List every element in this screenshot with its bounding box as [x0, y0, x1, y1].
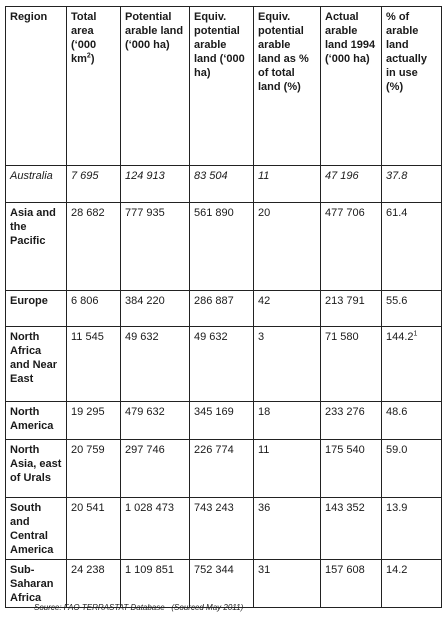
- cell-total-area: 11 545: [67, 327, 121, 402]
- cell-total-area: 24 238: [67, 560, 121, 608]
- table-row: [6, 440, 442, 498]
- cell-in-use: 48.6: [382, 402, 442, 440]
- cell-actual: 175 540: [321, 440, 382, 498]
- cell-in-use: 61.4: [382, 203, 442, 291]
- cell-potential: 777 935: [121, 203, 190, 291]
- cell-total-area: 19 295: [67, 402, 121, 440]
- cell-equiv-pct: 11: [254, 166, 321, 203]
- cell-in-use: 13.9: [382, 498, 442, 560]
- cell-actual: 233 276: [321, 402, 382, 440]
- cell-equiv: 345 169: [190, 402, 254, 440]
- cell-potential: 1 109 851: [121, 560, 190, 608]
- header-actual-1994: Actual arable land 1994 (‘000 ha): [321, 7, 382, 166]
- footnote-marker: 1: [413, 330, 418, 338]
- cell-actual: 47 196: [321, 166, 382, 203]
- cell-actual: 143 352: [321, 498, 382, 560]
- cell-region: North Africa and Near East: [6, 327, 67, 402]
- cell-total-area: 20 759: [67, 440, 121, 498]
- table-row: [6, 166, 442, 203]
- header-potential-arable: Potential arable land (‘000 ha): [121, 7, 190, 166]
- cell-region: North Asia, east of Urals: [6, 440, 67, 498]
- cell-total-area: 6 806: [67, 291, 121, 327]
- cell-region: North America: [6, 402, 67, 440]
- cell-total-area: 28 682: [67, 203, 121, 291]
- cell-potential: 49 632: [121, 327, 190, 402]
- cell-equiv-pct: 36: [254, 498, 321, 560]
- header-row: [6, 7, 442, 166]
- cell-equiv-pct: 3: [254, 327, 321, 402]
- cell-equiv: 743 243: [190, 498, 254, 560]
- cell-equiv: 752 344: [190, 560, 254, 608]
- arable-land-table: [5, 6, 442, 608]
- cell-in-use: 59.0: [382, 440, 442, 498]
- cell-actual: 71 580: [321, 327, 382, 402]
- cell-region: Australia: [6, 166, 67, 203]
- cell-equiv-pct: 31: [254, 560, 321, 608]
- header-total-area: Total area (‘000 $km^2$): [67, 7, 121, 166]
- table-row: [6, 402, 442, 440]
- cell-equiv: 83 504: [190, 166, 254, 203]
- table-row: [6, 203, 442, 291]
- cell-region: Europe: [6, 291, 67, 327]
- cell-potential: 384 220: [121, 291, 190, 327]
- cell-actual: 477 706: [321, 203, 382, 291]
- cell-in-use: 37.8: [382, 166, 442, 203]
- table-row: [6, 498, 442, 560]
- cell-potential: 1 028 473: [121, 498, 190, 560]
- cell-equiv: 226 774: [190, 440, 254, 498]
- cell-potential: 124 913: [121, 166, 190, 203]
- header-equiv-pct: Equiv. potential arable land as % of total land (%): [254, 7, 321, 166]
- cell-total-area: 20 541: [67, 498, 121, 560]
- cell-equiv-pct: 42: [254, 291, 321, 327]
- cell-equiv-pct: 11: [254, 440, 321, 498]
- cell-equiv: 561 890: [190, 203, 254, 291]
- header-region: Region: [6, 7, 67, 166]
- cell-in-use: 55.6: [382, 291, 442, 327]
- header-equiv-potential: Equiv. potential arable land (‘000 ha): [190, 7, 254, 166]
- cell-potential: 479 632: [121, 402, 190, 440]
- table-row: [6, 291, 442, 327]
- table-row: [6, 560, 442, 608]
- in-use-value: 144.2: [386, 331, 414, 343]
- table-row: [6, 327, 442, 402]
- cell-region: Asia and the Pacific: [6, 203, 67, 291]
- cell-actual: 157 608: [321, 560, 382, 608]
- cell-equiv-pct: 18: [254, 402, 321, 440]
- source-note: Source: FAO TERRASTAT Database (Sourced May 2011): [34, 603, 244, 612]
- cell-total-area: 7 695: [67, 166, 121, 203]
- cell-equiv-pct: 20: [254, 203, 321, 291]
- cell-in-use: [382, 327, 442, 402]
- header-in-use-pct: % of arable land actually in use (%): [382, 7, 442, 166]
- cell-in-use: 14.2: [382, 560, 442, 608]
- cell-region: South and Central America: [6, 498, 67, 560]
- cell-actual: 213 791: [321, 291, 382, 327]
- cell-region: Sub-Saharan Africa: [6, 560, 67, 608]
- cell-equiv: 286 887: [190, 291, 254, 327]
- cell-potential: 297 746: [121, 440, 190, 498]
- cell-equiv: 49 632: [190, 327, 254, 402]
